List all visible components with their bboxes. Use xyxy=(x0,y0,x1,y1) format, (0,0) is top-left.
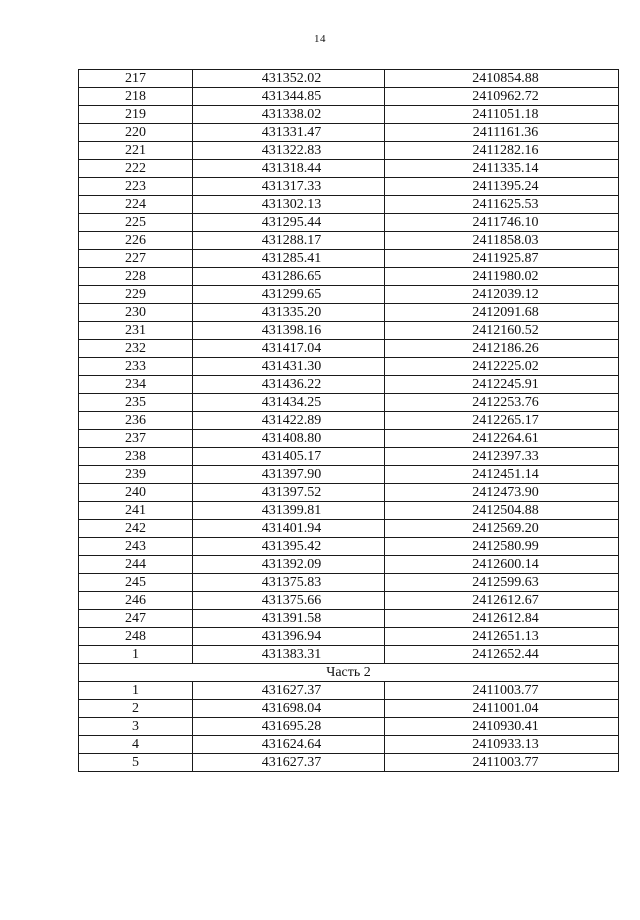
y-coordinate-cell: 2412186.26 xyxy=(385,340,619,358)
x-coordinate-cell: 431375.83 xyxy=(193,574,385,592)
y-coordinate-cell: 2411282.16 xyxy=(385,142,619,160)
table-row xyxy=(79,358,619,376)
x-coordinate-cell: 431344.85 xyxy=(193,88,385,106)
point-number-cell: 234 xyxy=(79,376,193,394)
x-coordinate-cell: 431624.64 xyxy=(193,736,385,754)
table-row xyxy=(79,340,619,358)
y-coordinate-cell: 2410930.41 xyxy=(385,718,619,736)
table-row xyxy=(79,430,619,448)
point-number-cell: 224 xyxy=(79,196,193,214)
y-coordinate-cell: 2412264.61 xyxy=(385,430,619,448)
table-row xyxy=(79,448,619,466)
table-row xyxy=(79,646,619,664)
table-row xyxy=(79,610,619,628)
x-coordinate-cell: 431318.44 xyxy=(193,160,385,178)
y-coordinate-cell: 2412612.67 xyxy=(385,592,619,610)
table-row xyxy=(79,70,619,88)
table-row xyxy=(79,286,619,304)
y-coordinate-cell: 2412612.84 xyxy=(385,610,619,628)
point-number-cell: 232 xyxy=(79,340,193,358)
y-coordinate-cell: 2411161.36 xyxy=(385,124,619,142)
y-coordinate-cell: 2412652.44 xyxy=(385,646,619,664)
y-coordinate-cell: 2411858.03 xyxy=(385,232,619,250)
y-coordinate-cell: 2412600.14 xyxy=(385,556,619,574)
x-coordinate-cell: 431627.37 xyxy=(193,754,385,772)
y-coordinate-cell: 2411003.77 xyxy=(385,754,619,772)
point-number-cell: 226 xyxy=(79,232,193,250)
table-row xyxy=(79,556,619,574)
point-number-cell: 1 xyxy=(79,646,193,664)
x-coordinate-cell: 431375.66 xyxy=(193,592,385,610)
y-coordinate-cell: 2412253.76 xyxy=(385,394,619,412)
y-coordinate-cell: 2411003.77 xyxy=(385,682,619,700)
x-coordinate-cell: 431431.30 xyxy=(193,358,385,376)
table-row xyxy=(79,142,619,160)
x-coordinate-cell: 431383.31 xyxy=(193,646,385,664)
coordinates-table xyxy=(78,69,619,772)
x-coordinate-cell: 431417.04 xyxy=(193,340,385,358)
y-coordinate-cell: 2412504.88 xyxy=(385,502,619,520)
point-number-cell: 243 xyxy=(79,538,193,556)
point-number-cell: 2 xyxy=(79,700,193,718)
point-number-cell: 230 xyxy=(79,304,193,322)
table-row xyxy=(79,754,619,772)
table-row xyxy=(79,502,619,520)
y-coordinate-cell: 2412225.02 xyxy=(385,358,619,376)
table-row xyxy=(79,412,619,430)
x-coordinate-cell: 431627.37 xyxy=(193,682,385,700)
x-coordinate-cell: 431338.02 xyxy=(193,106,385,124)
point-number-cell: 219 xyxy=(79,106,193,124)
y-coordinate-cell: 2412651.13 xyxy=(385,628,619,646)
x-coordinate-cell: 431331.47 xyxy=(193,124,385,142)
point-number-cell: 5 xyxy=(79,754,193,772)
x-coordinate-cell: 431434.25 xyxy=(193,394,385,412)
point-number-cell: 221 xyxy=(79,142,193,160)
x-coordinate-cell: 431698.04 xyxy=(193,700,385,718)
table-row xyxy=(79,484,619,502)
table-row xyxy=(79,736,619,754)
x-coordinate-cell: 431299.65 xyxy=(193,286,385,304)
table-row xyxy=(79,592,619,610)
x-coordinate-cell: 431288.17 xyxy=(193,232,385,250)
x-coordinate-cell: 431436.22 xyxy=(193,376,385,394)
x-coordinate-cell: 431408.80 xyxy=(193,430,385,448)
y-coordinate-cell: 2411625.53 xyxy=(385,196,619,214)
x-coordinate-cell: 431422.89 xyxy=(193,412,385,430)
y-coordinate-cell: 2412580.99 xyxy=(385,538,619,556)
x-coordinate-cell: 431285.41 xyxy=(193,250,385,268)
point-number-cell: 220 xyxy=(79,124,193,142)
point-number-cell: 247 xyxy=(79,610,193,628)
table-row xyxy=(79,376,619,394)
y-coordinate-cell: 2411335.14 xyxy=(385,160,619,178)
point-number-cell: 245 xyxy=(79,574,193,592)
point-number-cell: 236 xyxy=(79,412,193,430)
table-row xyxy=(79,718,619,736)
x-coordinate-cell: 431405.17 xyxy=(193,448,385,466)
x-coordinate-cell: 431396.94 xyxy=(193,628,385,646)
y-coordinate-cell: 2410962.72 xyxy=(385,88,619,106)
point-number-cell: 217 xyxy=(79,70,193,88)
y-coordinate-cell: 2412473.90 xyxy=(385,484,619,502)
table-row xyxy=(79,268,619,286)
x-coordinate-cell: 431322.83 xyxy=(193,142,385,160)
y-coordinate-cell: 2411746.10 xyxy=(385,214,619,232)
section-header-row xyxy=(79,664,619,682)
point-number-cell: 240 xyxy=(79,484,193,502)
coordinates-table-body xyxy=(79,70,619,772)
point-number-cell: 241 xyxy=(79,502,193,520)
y-coordinate-cell: 2411001.04 xyxy=(385,700,619,718)
table-row xyxy=(79,682,619,700)
point-number-cell: 227 xyxy=(79,250,193,268)
table-row xyxy=(79,700,619,718)
x-coordinate-cell: 431286.65 xyxy=(193,268,385,286)
point-number-cell: 1 xyxy=(79,682,193,700)
x-coordinate-cell: 431397.90 xyxy=(193,466,385,484)
x-coordinate-cell: 431395.42 xyxy=(193,538,385,556)
y-coordinate-cell: 2411925.87 xyxy=(385,250,619,268)
y-coordinate-cell: 2412569.20 xyxy=(385,520,619,538)
point-number-cell: 229 xyxy=(79,286,193,304)
point-number-cell: 231 xyxy=(79,322,193,340)
table-row xyxy=(79,628,619,646)
x-coordinate-cell: 431392.09 xyxy=(193,556,385,574)
point-number-cell: 248 xyxy=(79,628,193,646)
point-number-cell: 218 xyxy=(79,88,193,106)
table-row xyxy=(79,232,619,250)
y-coordinate-cell: 2410854.88 xyxy=(385,70,619,88)
table-row xyxy=(79,178,619,196)
point-number-cell: 4 xyxy=(79,736,193,754)
point-number-cell: 237 xyxy=(79,430,193,448)
y-coordinate-cell: 2412451.14 xyxy=(385,466,619,484)
x-coordinate-cell: 431401.94 xyxy=(193,520,385,538)
point-number-cell: 225 xyxy=(79,214,193,232)
point-number-cell: 3 xyxy=(79,718,193,736)
y-coordinate-cell: 2411051.18 xyxy=(385,106,619,124)
x-coordinate-cell: 431352.02 xyxy=(193,70,385,88)
point-number-cell: 244 xyxy=(79,556,193,574)
section-title: Часть 2 xyxy=(79,664,619,682)
x-coordinate-cell: 431695.28 xyxy=(193,718,385,736)
table-row xyxy=(79,124,619,142)
y-coordinate-cell: 2411395.24 xyxy=(385,178,619,196)
table-row xyxy=(79,250,619,268)
y-coordinate-cell: 2412599.63 xyxy=(385,574,619,592)
point-number-cell: 233 xyxy=(79,358,193,376)
x-coordinate-cell: 431295.44 xyxy=(193,214,385,232)
y-coordinate-cell: 2412397.33 xyxy=(385,448,619,466)
y-coordinate-cell: 2412265.17 xyxy=(385,412,619,430)
y-coordinate-cell: 2412245.91 xyxy=(385,376,619,394)
x-coordinate-cell: 431335.20 xyxy=(193,304,385,322)
point-number-cell: 238 xyxy=(79,448,193,466)
table-row xyxy=(79,214,619,232)
point-number-cell: 223 xyxy=(79,178,193,196)
table-row xyxy=(79,394,619,412)
page-number: 14 xyxy=(314,33,326,45)
x-coordinate-cell: 431397.52 xyxy=(193,484,385,502)
table-row xyxy=(79,574,619,592)
x-coordinate-cell: 431398.16 xyxy=(193,322,385,340)
table-row xyxy=(79,106,619,124)
y-coordinate-cell: 2412160.52 xyxy=(385,322,619,340)
point-number-cell: 246 xyxy=(79,592,193,610)
x-coordinate-cell: 431302.13 xyxy=(193,196,385,214)
table-row xyxy=(79,304,619,322)
table-row xyxy=(79,466,619,484)
y-coordinate-cell: 2411980.02 xyxy=(385,268,619,286)
point-number-cell: 235 xyxy=(79,394,193,412)
y-coordinate-cell: 2412091.68 xyxy=(385,304,619,322)
y-coordinate-cell: 2410933.13 xyxy=(385,736,619,754)
x-coordinate-cell: 431317.33 xyxy=(193,178,385,196)
point-number-cell: 242 xyxy=(79,520,193,538)
x-coordinate-cell: 431391.58 xyxy=(193,610,385,628)
table-row xyxy=(79,88,619,106)
y-coordinate-cell: 2412039.12 xyxy=(385,286,619,304)
x-coordinate-cell: 431399.81 xyxy=(193,502,385,520)
table-row xyxy=(79,160,619,178)
point-number-cell: 228 xyxy=(79,268,193,286)
point-number-cell: 222 xyxy=(79,160,193,178)
table-row xyxy=(79,538,619,556)
table-row xyxy=(79,322,619,340)
table-row xyxy=(79,520,619,538)
table-row xyxy=(79,196,619,214)
point-number-cell: 239 xyxy=(79,466,193,484)
